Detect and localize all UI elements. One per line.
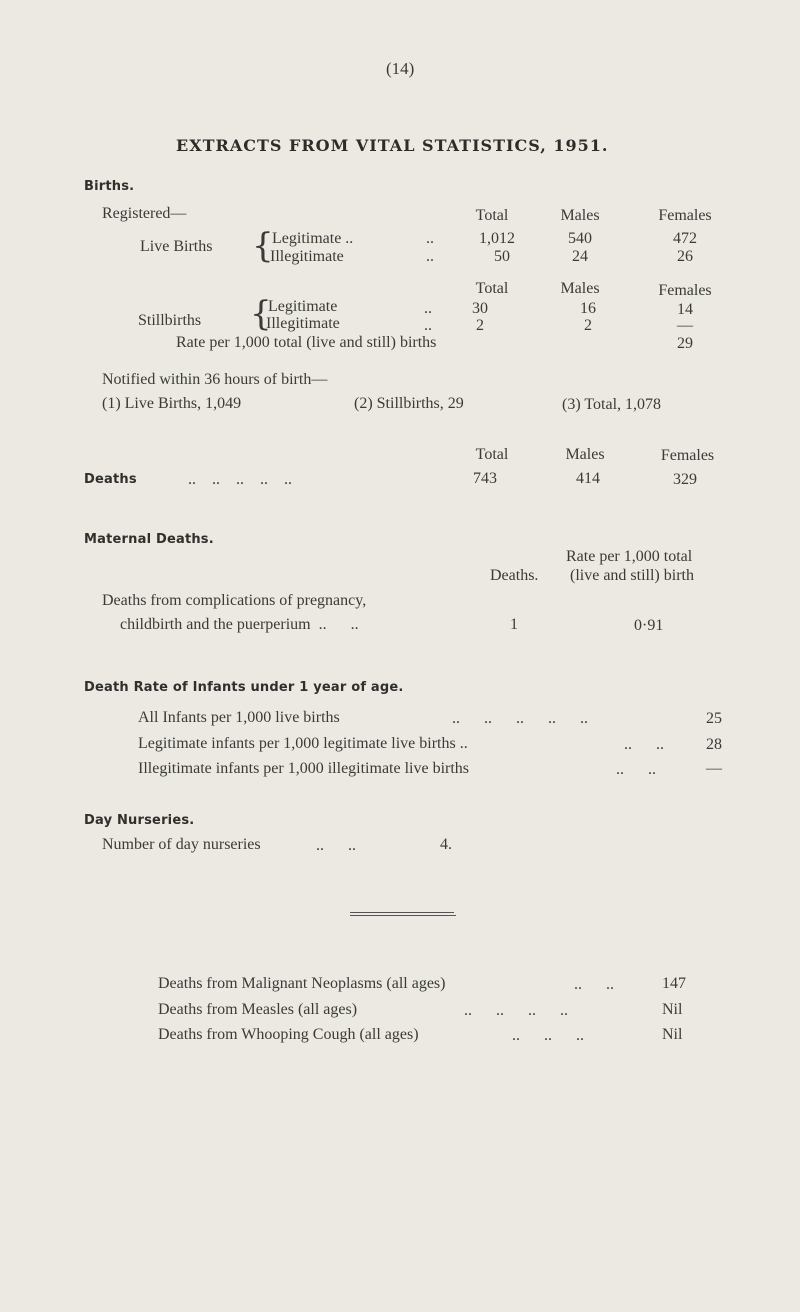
still-illegit-males: 2: [584, 317, 592, 334]
nurseries-value: 4.: [440, 836, 452, 853]
live-illegitimate-dots: ..: [426, 248, 434, 265]
cause-whooping-cough-label: Deaths from Whooping Cough (all ages): [158, 1026, 419, 1043]
infants-row-legit-value: 28: [706, 736, 722, 753]
still-legit-males: 16: [580, 300, 596, 317]
deaths-heading: Deaths: [84, 472, 137, 487]
live-illegitimate-label: Illegitimate: [270, 248, 344, 265]
still-legitimate-dots: ..: [424, 300, 432, 317]
deaths-females: 329: [673, 471, 697, 488]
deaths-males: 414: [576, 470, 600, 487]
live-births-label: Live Births: [140, 238, 213, 255]
stillbirths-label: Stillbirths: [138, 312, 202, 329]
live-legit-males: 540: [568, 230, 592, 247]
still-illegitimate-dots: ..: [424, 317, 432, 334]
infants-row-illegit-label: Illegitimate infants per 1,000 illegitimate live births: [138, 760, 470, 777]
infants-row-all-dots: .. .. .. .. ..: [452, 710, 588, 727]
cause-whooping-cough-dots: .. .. ..: [512, 1027, 584, 1044]
page-title: EXTRACTS FROM VITAL STATISTICS, 1951.: [176, 136, 609, 155]
nurseries-heading: Day Nurseries.: [84, 813, 195, 828]
live-legit-females: 472: [673, 230, 697, 247]
live-col-females: Females: [658, 207, 712, 224]
maternal-line-1: Deaths from complications of pregnancy,: [102, 592, 367, 609]
live-col-total: Total: [475, 207, 509, 224]
still-legitimate-label: Legitimate: [268, 298, 338, 315]
infants-row-illegit-value: —: [706, 760, 722, 777]
notified-live-births: (1) Live Births, 1,049: [102, 395, 242, 412]
still-col-males: Males: [560, 280, 600, 297]
live-legitimate-label: Legitimate ..: [272, 230, 354, 247]
deaths-dots: .. .. .. .. ..: [188, 471, 292, 488]
live-births-brace: {: [252, 226, 274, 266]
deaths-col-females: Females: [660, 447, 715, 464]
maternal-rate-value: 0·91: [634, 617, 664, 634]
maternal-deaths-value: 1: [510, 616, 518, 633]
still-col-total: Total: [475, 280, 509, 297]
notified-stillbirths: (2) Stillbirths, 29: [354, 395, 464, 412]
stillbirths-brace: {: [250, 294, 272, 334]
nurseries-dots: .. ..: [316, 837, 356, 854]
deaths-col-males: Males: [565, 446, 605, 463]
infants-row-all-value: 25: [706, 710, 722, 727]
cause-neoplasms-dots: .. ..: [574, 976, 614, 993]
deaths-total: 743: [473, 470, 497, 487]
maternal-deaths-header: Deaths.: [490, 567, 539, 584]
still-illegit-females: —: [677, 317, 693, 334]
section-divider-bottom: [350, 915, 456, 916]
live-legitimate-dots: ..: [426, 230, 434, 247]
cause-measles-label: Deaths from Measles (all ages): [158, 1001, 358, 1018]
infants-row-illegit-dots: .. ..: [616, 761, 656, 778]
maternal-rate-header-2: (live and still) birth: [570, 567, 694, 584]
cause-measles-value: Nil: [662, 1001, 683, 1018]
infants-row-legit-dots: .. ..: [624, 736, 664, 753]
stillbirth-rate-label: Rate per 1,000 total (live and still) births: [176, 334, 437, 351]
cause-measles-dots: .. .. .. ..: [464, 1002, 568, 1019]
births-heading: Births.: [84, 179, 135, 194]
live-legit-total: 1,012: [479, 230, 515, 247]
cause-whooping-cough-value: Nil: [662, 1026, 683, 1043]
still-col-females: Females: [658, 282, 712, 299]
stillbirth-rate-value: 29: [677, 335, 693, 352]
maternal-heading: Maternal Deaths.: [84, 532, 214, 547]
page-number: (14): [386, 59, 415, 78]
notified-total: (3) Total, 1,078: [562, 396, 662, 413]
maternal-line-2: childbirth and the puerperium .. ..: [120, 616, 359, 633]
deaths-col-total: Total: [475, 446, 509, 463]
nurseries-label: Number of day nurseries: [102, 836, 261, 853]
notified-label: Notified within 36 hours of birth—: [102, 371, 328, 388]
still-legit-total: 30: [472, 300, 488, 317]
infants-row-legit-label: Legitimate infants per 1,000 legitimate live births ..: [138, 735, 468, 752]
still-illegitimate-label: Illegitimate: [266, 315, 340, 332]
still-illegit-total: 2: [476, 317, 484, 334]
maternal-rate-header-1: Rate per 1,000 total: [566, 548, 693, 565]
infants-heading: Death Rate of Infants under 1 year of age.: [84, 680, 404, 695]
live-illegit-males: 24: [572, 248, 588, 265]
still-legit-females: 14: [677, 301, 693, 318]
live-illegit-females: 26: [677, 248, 693, 265]
cause-neoplasms-label: Deaths from Malignant Neoplasms (all ages): [158, 975, 446, 992]
section-divider-top: [350, 912, 454, 913]
infants-row-all-label: All Infants per 1,000 live births: [138, 709, 340, 726]
registered-label: Registered—: [102, 205, 187, 222]
live-illegit-total: 50: [494, 248, 510, 265]
cause-neoplasms-value: 147: [662, 975, 686, 992]
live-col-males: Males: [560, 207, 600, 224]
